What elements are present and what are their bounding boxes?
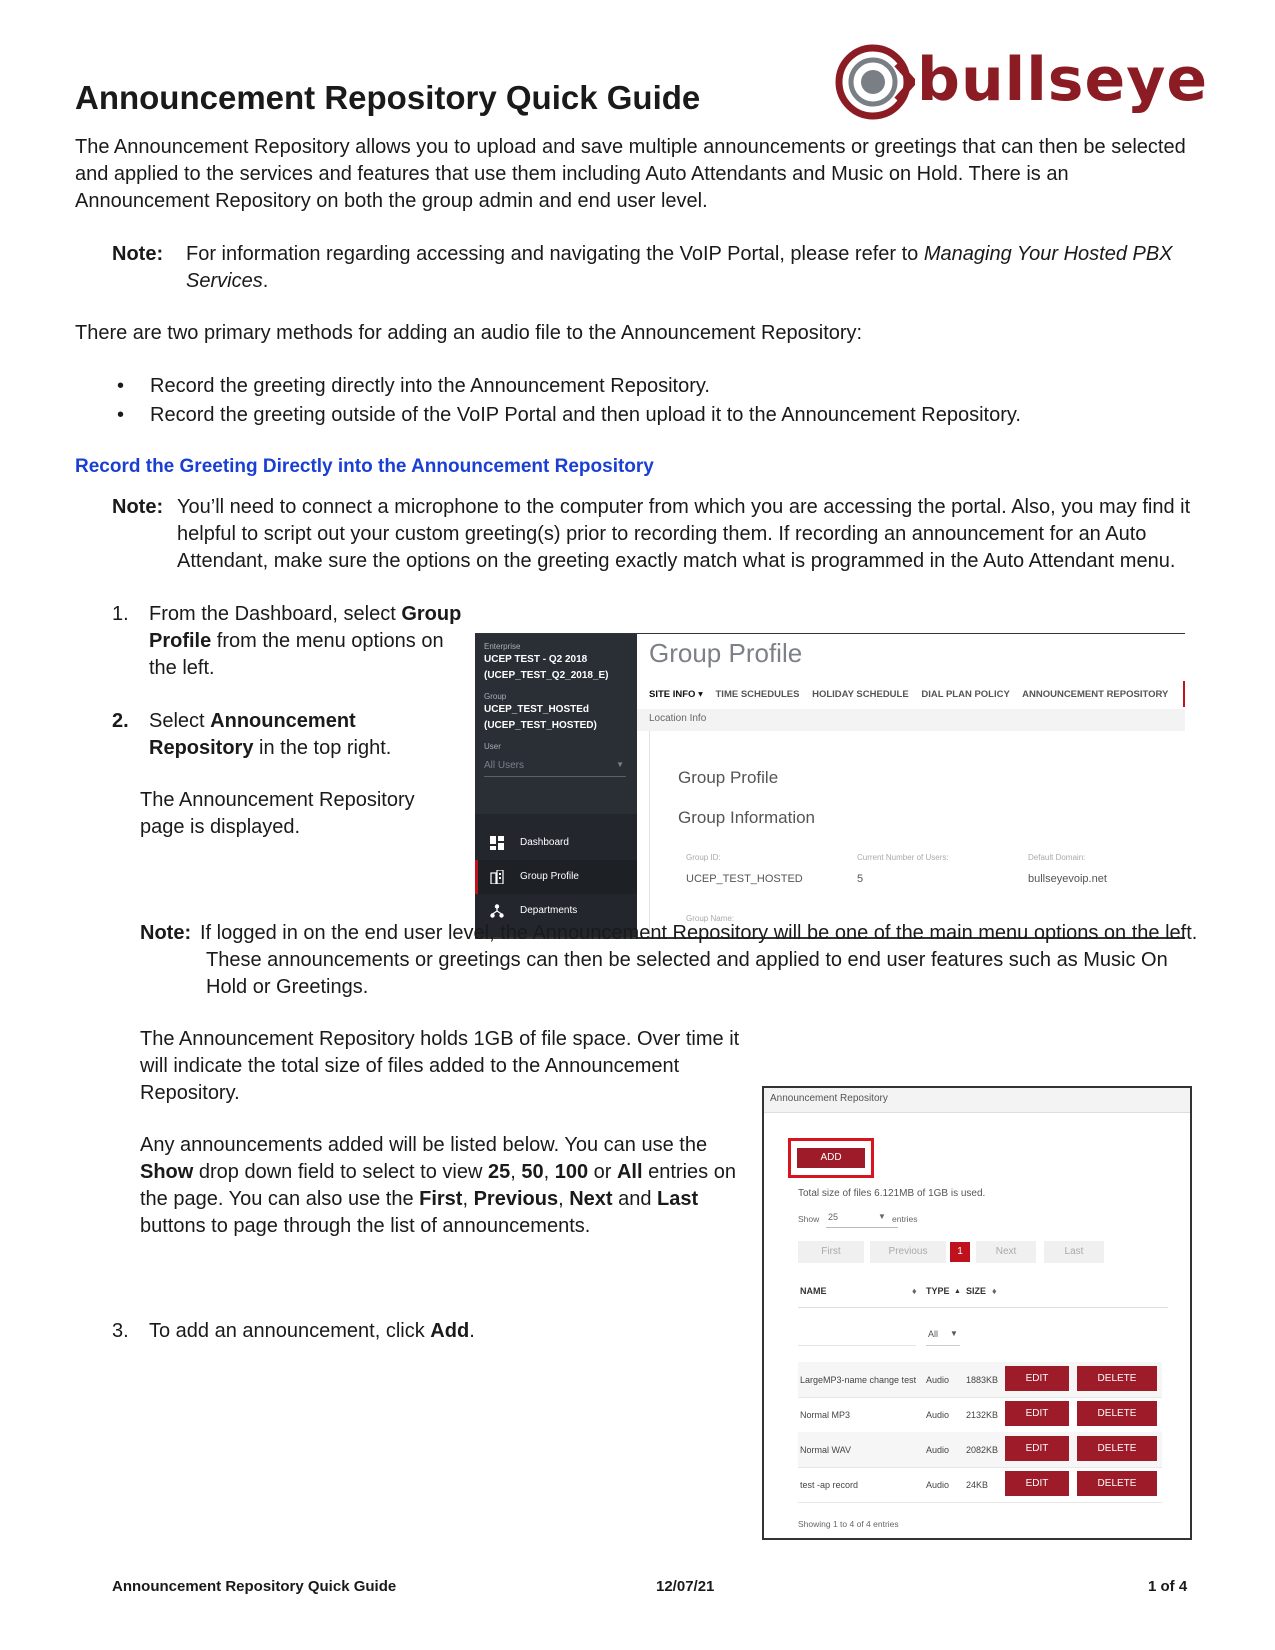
step-text: To add an announcement, click <box>149 1320 431 1342</box>
list-item: • Record the greeting directly into the Announcement Repository. <box>75 372 1175 401</box>
bold-text: Last <box>657 1188 699 1210</box>
section-heading: Record the Greeting Directly into the Announcement Repository <box>75 456 654 477</box>
edit-button[interactable]: EDIT <box>1005 1471 1069 1496</box>
showing-entries-text: Showing 1 to 4 of 4 entries <box>798 1519 899 1529</box>
step-text: Select <box>149 710 211 732</box>
note-end: . <box>262 270 269 292</box>
step-3 <box>112 1318 712 1345</box>
sub-tab-bar <box>637 709 1185 731</box>
user-select-value: All Users <box>484 760 525 771</box>
main-content <box>637 634 1185 937</box>
field-value: bullseyevoip.net <box>1028 873 1107 885</box>
bullseye-logo <box>835 42 1209 122</box>
step-2-result: The Announcement Repository page is displayed. <box>140 789 415 838</box>
delete-button[interactable]: DELETE <box>1077 1471 1157 1496</box>
dashboard-icon <box>490 836 504 850</box>
delete-button[interactable]: DELETE <box>1077 1366 1157 1391</box>
bold-text: Previous <box>473 1188 559 1210</box>
add-highlight <box>788 1138 874 1178</box>
step-text: . <box>469 1320 475 1342</box>
next-button[interactable]: Next <box>976 1241 1036 1263</box>
panel-header <box>764 1088 1190 1113</box>
footer-page-number: 1 of 4 <box>1148 1578 1188 1595</box>
card-section-title: Group Information <box>678 808 816 827</box>
sort-icon[interactable]: ♦ <box>992 1286 997 1296</box>
panel-title: Announcement Repository <box>770 1093 888 1104</box>
row-name: Normal MP3 <box>800 1410 851 1420</box>
row-name: Normal WAV <box>800 1445 852 1455</box>
field-label: Default Domain: <box>1028 853 1086 862</box>
bold-text: 50 <box>521 1161 544 1183</box>
table-row <box>798 1397 1162 1433</box>
row-size: 2132KB <box>966 1410 999 1420</box>
delete-button[interactable]: DELETE <box>1077 1401 1157 1426</box>
note-label: Note: <box>140 922 192 944</box>
methods-intro: There are two primary methods for adding an audio file to the Announcement Repository: <box>75 322 863 344</box>
chevron-down-icon: ▼ <box>878 1212 886 1221</box>
step-text: From the Dashboard, select <box>149 603 402 625</box>
text: , <box>462 1188 474 1210</box>
row-size: 24KB <box>966 1480 989 1490</box>
field-value: UCEP_TEST_HOSTED <box>686 873 803 885</box>
group-label: Group <box>484 692 507 701</box>
bold-text: 100 <box>554 1161 589 1183</box>
org-chart-icon <box>490 904 504 918</box>
column-header-type[interactable]: TYPE <box>926 1286 950 1296</box>
row-type: Audio <box>926 1480 950 1490</box>
step-number: 3. <box>112 1320 129 1342</box>
announcement-repository-screenshot <box>762 1086 1192 1540</box>
user-select[interactable] <box>484 756 626 777</box>
column-header-name[interactable]: NAME <box>800 1286 827 1296</box>
guide-reference: Managing Your Hosted PBX Services <box>186 243 1173 292</box>
sub-tab-location-info[interactable]: Location Info <box>649 713 707 724</box>
tab-highlight <box>1183 681 1185 707</box>
column-header-size[interactable]: SIZE <box>966 1286 987 1296</box>
card-title: Group Profile <box>678 768 779 787</box>
text: , <box>543 1161 555 1183</box>
chevron-down-icon: ▼ <box>616 760 624 769</box>
bold-text: First <box>419 1188 463 1210</box>
user-label: User <box>484 742 501 751</box>
note-text: For information regarding accessing and navigating the VoIP Portal, please refer to <box>186 243 924 265</box>
text: , <box>558 1188 570 1210</box>
field-value: 5 <box>857 873 864 885</box>
row-name: test -ap record <box>800 1480 859 1490</box>
table-row <box>798 1432 1162 1468</box>
text: , <box>510 1161 522 1183</box>
text: Any announcements added will be listed below. You can use the <box>140 1134 708 1156</box>
field-label: Group Name: <box>686 914 735 923</box>
methods-list <box>75 372 1175 430</box>
sidebar-item-label: Departments <box>520 905 578 916</box>
delete-button[interactable]: DELETE <box>1077 1436 1157 1461</box>
type-filter-value: All <box>928 1329 939 1339</box>
sidebar-item-dashboard[interactable] <box>475 826 637 860</box>
sidebar-item-group-profile[interactable] <box>475 860 637 894</box>
show-select-value: 25 <box>828 1212 839 1222</box>
step-number: 2. <box>112 710 129 732</box>
add-button[interactable]: ADD <box>797 1148 865 1168</box>
footer-date: 12/07/21 <box>656 1578 715 1595</box>
tab-site-info[interactable]: SITE INFO ▾ <box>649 689 703 700</box>
list-paragraph <box>140 1132 745 1240</box>
edit-button[interactable]: EDIT <box>1005 1436 1069 1461</box>
note-text: If logged in on the end user level, the Announcement Repository will be one of the main menu options on the left. These announcements or greetings can then be selected and applied to end user features such as Music On Hold or Greetings. <box>200 922 1198 998</box>
step-bold: Announcement Repository <box>149 710 356 759</box>
sidebar-item-label: Dashboard <box>520 837 569 848</box>
show-label: Show <box>798 1214 820 1224</box>
header-divider <box>798 1307 1168 1308</box>
group-profile-title: Group Profile <box>649 638 803 668</box>
step-text: in the top right. <box>253 737 392 759</box>
step-1 <box>112 601 462 682</box>
first-button[interactable]: First <box>798 1241 864 1263</box>
name-filter-input[interactable] <box>798 1345 916 1346</box>
enterprise-id: (UCEP_TEST_Q2_2018_E) <box>484 670 609 681</box>
note-portal <box>112 241 1192 295</box>
text: drop down field to select to view <box>193 1161 488 1183</box>
step-bold: Add <box>430 1320 470 1342</box>
sort-ascending-icon: ▲ <box>954 1288 961 1295</box>
bold-text: All <box>616 1161 643 1183</box>
tab-bar <box>649 689 1178 700</box>
step-bold: Group Profile <box>149 603 462 652</box>
entries-label: entries <box>892 1214 918 1224</box>
row-size: 2082KB <box>966 1445 999 1455</box>
note-label: Note: <box>112 496 164 518</box>
building-icon <box>490 870 504 884</box>
sidebar <box>475 634 637 937</box>
step-2 <box>112 708 462 762</box>
show-select[interactable] <box>826 1209 898 1228</box>
tab-holiday-schedule[interactable]: HOLIDAY SCHEDULE <box>812 689 909 700</box>
intro-paragraph: The Announcement Repository allows you to upload and save multiple announcements or greetings that can then be selected and applied to the services and features that use them including Auto Attendants and Music on Hold. There is an Announcement Repository on both the group admin and end user level. <box>75 136 1186 212</box>
list-item: • Record the greeting outside of the VoIP Portal and then upload it to the Announcement Repository. <box>75 401 1175 430</box>
table-row <box>798 1362 1162 1398</box>
bold-text: Next <box>569 1188 613 1210</box>
step-number: 1. <box>112 603 129 625</box>
group-profile-screenshot <box>475 633 1185 939</box>
group-value: UCEP_TEST_HOSTEd <box>484 704 590 715</box>
current-page-button[interactable]: 1 <box>950 1242 970 1262</box>
row-type: Audio <box>926 1410 950 1420</box>
tab-announcement-repository[interactable]: ANNOUNCEMENT REPOSITORY <box>1022 689 1169 700</box>
footer-title: Announcement Repository Quick Guide <box>112 1578 397 1595</box>
edit-button[interactable]: EDIT <box>1005 1401 1069 1426</box>
previous-button[interactable]: Previous <box>870 1241 946 1263</box>
last-button[interactable]: Last <box>1044 1241 1104 1263</box>
step-text: from the menu options on the left. <box>149 630 444 679</box>
note-microphone <box>112 494 1202 575</box>
bold-text: Show <box>140 1161 194 1183</box>
enterprise-value: UCEP TEST - Q2 2018 <box>484 654 588 665</box>
row-size: 1883KB <box>966 1375 999 1385</box>
enterprise-label: Enterprise <box>484 642 521 651</box>
text: and <box>612 1188 658 1210</box>
tab-time-schedules[interactable]: TIME SCHEDULES <box>715 689 800 700</box>
text: entries on the page. You can also use the <box>140 1161 736 1210</box>
page-title: Announcement Repository Quick Guide <box>75 79 701 116</box>
type-filter-select[interactable] <box>926 1325 960 1346</box>
sidebar-menu <box>475 814 637 937</box>
capacity-paragraph: The Announcement Repository holds 1GB of file space. Over time it will indicate the total size of files added to the Announcement Repository. <box>140 1028 740 1104</box>
field-label: Group ID: <box>686 853 721 862</box>
row-type: Audio <box>926 1445 950 1455</box>
field-label: Current Number of Users: <box>857 853 949 862</box>
group-profile-card <box>649 731 1185 937</box>
tab-dial-plan-policy[interactable]: DIAL PLAN POLICY <box>921 689 1010 700</box>
row-type: Audio <box>926 1375 950 1385</box>
bullseye-logo-icon <box>835 42 915 122</box>
bold-text: 25 <box>487 1161 511 1183</box>
chevron-down-icon: ▼ <box>950 1329 958 1338</box>
note-label: Note: <box>112 243 164 265</box>
row-name: LargeMP3-name change test <box>800 1375 917 1385</box>
text: or <box>588 1161 617 1183</box>
note-text: You’ll need to connect a microphone to the computer from which you are accessing the portal. Also, you may find it helpful to script out your custom greeting(s) prior to recording them. If recording an announcement for an Auto Attendant, make sure the options on the greeting exactly match what is programmed in the Auto Attendant menu. <box>177 496 1191 572</box>
total-size-text: Total size of files 6.121MB of 1GB is used. <box>798 1188 986 1199</box>
table-row <box>798 1467 1162 1503</box>
edit-button[interactable]: EDIT <box>1005 1366 1069 1391</box>
sort-icon[interactable]: ♦ <box>912 1286 917 1296</box>
bullseye-logo-text: bullseye <box>917 45 1209 115</box>
text: buttons to page through the list of announcements. <box>140 1215 591 1237</box>
note-end-user <box>140 920 1200 1001</box>
group-id: (UCEP_TEST_HOSTED) <box>484 720 597 731</box>
sidebar-item-label: Group Profile <box>520 871 579 882</box>
